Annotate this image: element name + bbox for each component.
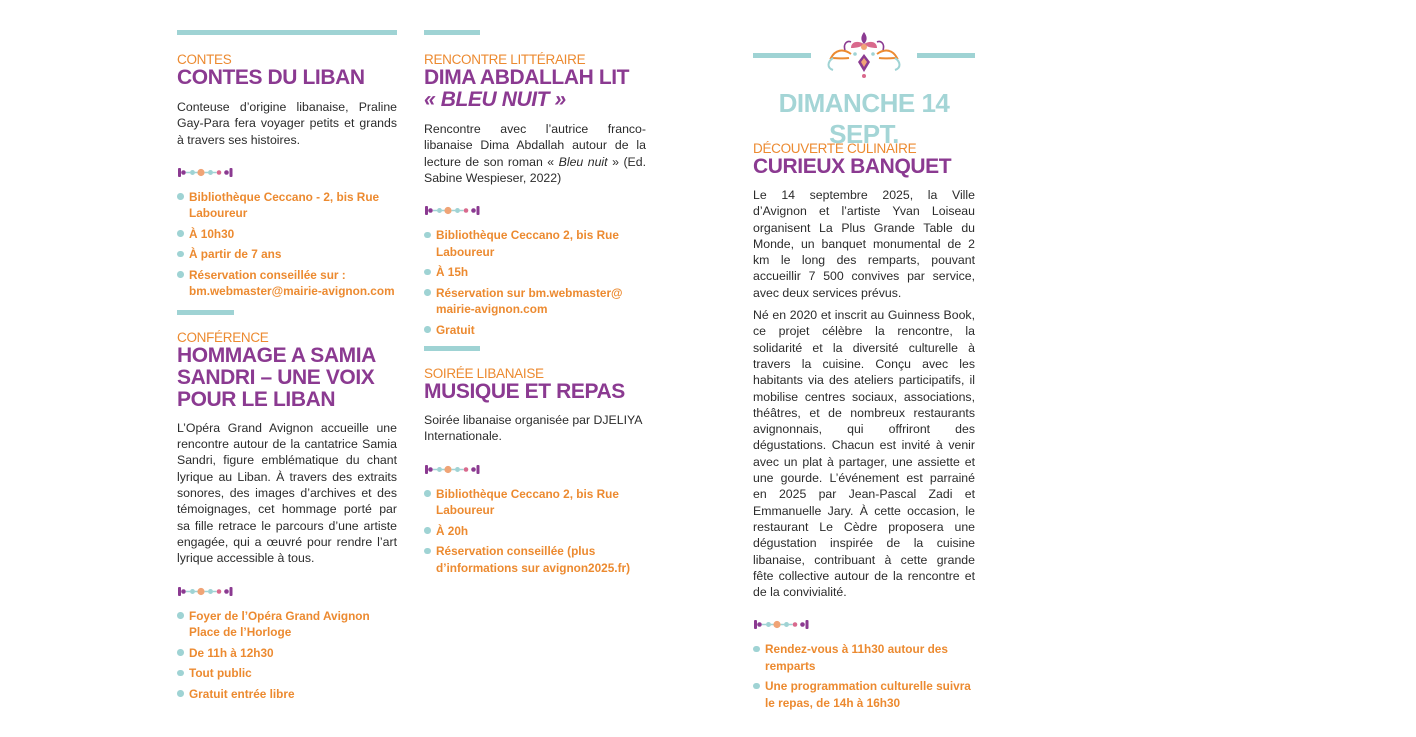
event-title: CONTES DU LIBAN xyxy=(177,66,365,89)
event-title: CURIEUX BANQUET xyxy=(753,155,952,178)
section-rule xyxy=(177,310,234,315)
event-info-list xyxy=(177,608,397,703)
event-info-list xyxy=(177,189,397,300)
description-paragraph xyxy=(424,121,646,186)
info-price: Gratuit xyxy=(424,322,646,339)
event-title-book: « BLEU NUIT » xyxy=(424,88,566,111)
description-text: » (Ed. Sabine Wespieser, 2022) xyxy=(424,154,646,185)
book-title: Bleu nuit xyxy=(558,154,608,169)
event-description xyxy=(177,420,397,567)
event-description xyxy=(424,121,646,186)
description-text: Rencontre avec l’autrice franco-libanaise Dima Abdallah autour de la lecture de son roman « xyxy=(424,122,646,169)
event-info-list xyxy=(424,227,646,338)
day-heading: DIMANCHE 14 SEPT. xyxy=(778,88,950,149)
info-time: À 15h xyxy=(424,264,646,281)
description-paragraph: Le 14 septembre 2025, la Ville d’Avignon et l’artiste Yvan Loiseau organisent La Plus Grande Table du Monde, un banquet monumental de 2 km le long des remparts, pouvant accueillir 7 500 convives par service, avec deux services prévus. xyxy=(753,188,975,300)
event-info-list xyxy=(424,486,646,577)
event-category: DÉCOUVERTE CULINAIRE xyxy=(753,141,917,156)
info-location: Bibliothèque Ceccano 2, bis Rue Laboureur xyxy=(424,227,646,260)
bead-ornament xyxy=(177,164,235,181)
section-rule xyxy=(424,30,480,35)
info-audience: À partir de 7 ans xyxy=(177,246,397,263)
event-description xyxy=(424,412,646,445)
section-rule xyxy=(424,346,480,351)
info-location: Foyer de l’Opéra Grand Avignon Place de l’Horloge xyxy=(177,608,397,641)
event-description xyxy=(753,187,975,600)
floral-emblem xyxy=(821,28,907,80)
description-paragraph: Conteuse d’origine libanaise, Praline Gay-Para fera voyager petits et grands à travers ses histoires. xyxy=(177,100,397,147)
bead-ornament xyxy=(424,461,482,478)
info-booking: Réservation sur bm.webmaster@ mairie-avignon.com xyxy=(424,285,646,318)
event-category: SOIRÉE LIBANAISE xyxy=(424,366,544,382)
info-location: Bibliothèque Ceccano - 2, bis Rue Laboureur xyxy=(177,189,397,222)
event-category: CONFÉRENCE xyxy=(177,329,269,345)
description-paragraph: Soirée libanaise organisée par DJELIYA Internationale. xyxy=(424,413,642,444)
info-price: Gratuit entrée libre xyxy=(177,686,397,703)
info-time: À 20h xyxy=(424,523,646,540)
event-title xyxy=(424,67,646,111)
column-1 xyxy=(177,0,397,706)
info-programme: Une programmation culturelle suivra le repas, de 14h à 16h30 xyxy=(753,678,975,711)
info-time: À 10h30 xyxy=(177,226,397,243)
event-category: RENCONTRE LITTÉRAIRE xyxy=(424,52,586,67)
bead-ornament xyxy=(177,583,235,600)
description-paragraph: L’Opéra Grand Avignon accueille une rencontre autour de la cantatrice Samia Sandri, figure emblématique du chant lyrique au Liban. À travers des extraits sonores, des images d’archives et des témoignages, cet hommage porté par sa fille retrace le parcours d’une artiste engagée, qui a œuvré pour rendre l’art lyrique accessible à tous. xyxy=(177,420,397,566)
section-rule xyxy=(177,30,397,35)
header-rule-left xyxy=(753,53,811,58)
info-location: Bibliothèque Ceccano 2, bis Rue Laboureur xyxy=(424,486,646,519)
event-category: CONTES xyxy=(177,52,232,67)
info-booking: Réservation conseillée sur : bm.webmaster@mairie-avignon.com xyxy=(177,267,397,300)
description-paragraph: Né en 2020 et inscrit au Guinness Book, ce projet célèbre la rencontre, la solidarité et la diversité culturelle à travers la cuisine. Conçu avec les habitants via des ateliers participatifs, il mobilise centres sociaux, associations, théâtres, et de nombreux restaurants avignonnais, qui offriront des dégustations. Chacun est invité à venir avec un plat à partager, une assiette et une gourde. L’événement est parrainé en 2025 par Jean-Pascal Zadi et Emmanuelle Jary. À cette occasion, le restaurant Le Cèdre proposera une dégustation inspirée de la cuisine libanaise, contribuant à cette grande fête collective autour de la rencontre et de la convivialité. xyxy=(753,308,975,600)
event-description xyxy=(177,99,397,148)
column-2 xyxy=(424,0,646,580)
event-title-line: DIMA ABDALLAH LIT xyxy=(424,66,630,89)
info-time: De 11h à 12h30 xyxy=(177,645,397,662)
event-title: HOMMAGE A SAMIA SANDRI – UNE VOIX POUR LE LIBAN xyxy=(177,343,376,411)
info-booking: Réservation conseillée (plus d’informations sur avignon2025.fr) xyxy=(424,543,646,576)
header-rule-right xyxy=(917,53,975,58)
info-audience: Tout public xyxy=(177,665,397,682)
bead-ornament xyxy=(424,202,482,219)
bead-ornament xyxy=(753,616,811,633)
event-info-list xyxy=(753,641,975,711)
column-3 xyxy=(753,0,975,715)
info-meeting: Rendez-vous à 11h30 autour des remparts xyxy=(753,641,975,674)
event-title: MUSIQUE ET REPAS xyxy=(424,380,625,404)
